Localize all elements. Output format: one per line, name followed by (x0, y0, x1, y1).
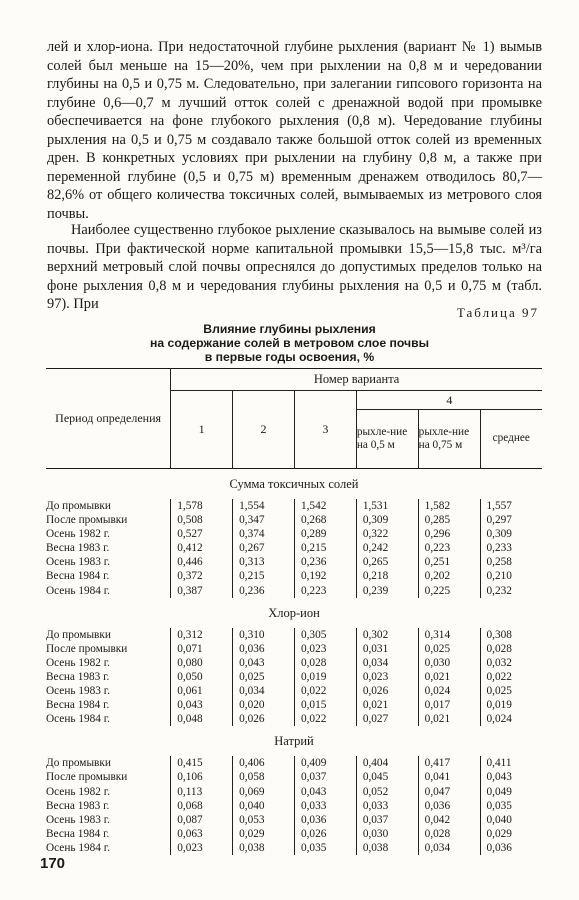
value-cell: 0,406 (233, 756, 295, 770)
value-cell: 0,028 (480, 642, 542, 656)
value-cell: 0,289 (294, 527, 356, 541)
period-cell: Осень 1984 г. (46, 584, 110, 597)
value-cell: 1,531 (356, 499, 418, 513)
value-cell: 0,417 (418, 756, 480, 770)
value-cell: 0,215 (233, 569, 295, 583)
value-cell: 0,265 (356, 555, 418, 569)
value-cell: 0,021 (356, 698, 418, 712)
value-cell: 0,033 (356, 799, 418, 813)
header-variant-3: 3 (294, 391, 356, 469)
table-row (46, 841, 542, 855)
value-cell: 0,036 (418, 799, 480, 813)
table-row (46, 813, 542, 827)
value-cell: 0,071 (171, 642, 233, 656)
value-cell: 0,034 (233, 684, 295, 698)
value-cell: 0,218 (356, 569, 418, 583)
value-cell: 0,113 (171, 785, 233, 799)
value-cell: 0,020 (233, 698, 295, 712)
section-title: Натрий (274, 734, 314, 749)
value-cell: 0,069 (233, 785, 295, 799)
value-cell: 0,233 (480, 541, 542, 555)
value-cell: 0,302 (356, 628, 418, 642)
value-cell: 0,236 (233, 584, 295, 598)
value-cell: 0,033 (294, 799, 356, 813)
value-cell: 0,025 (233, 670, 295, 684)
period-cell: Весна 1983 г. (46, 670, 110, 683)
section-title: Хлор-ион (268, 605, 320, 620)
value-cell: 0,026 (294, 827, 356, 841)
period-cell: Осень 1982 г. (46, 656, 110, 669)
value-cell: 0,308 (480, 628, 542, 642)
value-cell: 0,022 (480, 670, 542, 684)
value-cell: 0,043 (233, 656, 295, 670)
value-cell: 0,374 (233, 527, 295, 541)
value-cell: 0,043 (171, 698, 233, 712)
value-cell: 0,040 (233, 799, 295, 813)
header-sub-average: среднее (480, 410, 542, 469)
header-variant-number: Номер варианта (171, 369, 542, 391)
value-cell: 0,025 (418, 642, 480, 656)
period-cell: Весна 1983 г. (46, 542, 110, 555)
value-cell: 0,223 (294, 584, 356, 598)
value-cell: 0,232 (480, 584, 542, 598)
table-row (46, 670, 542, 684)
section-title: Сумма токсичных солей (229, 477, 359, 491)
value-cell: 0,029 (480, 827, 542, 841)
value-cell: 0,048 (171, 712, 233, 726)
table-row (46, 770, 542, 784)
value-cell: 0,310 (233, 628, 295, 642)
table-row (46, 642, 542, 656)
header-variant-4: 4 (356, 391, 542, 410)
value-cell: 0,049 (480, 785, 542, 799)
value-cell: 0,050 (171, 670, 233, 684)
section-row (46, 598, 542, 628)
value-cell: 0,030 (356, 827, 418, 841)
table-row (46, 584, 542, 598)
period-cell: Осень 1983 г. (46, 813, 110, 826)
value-cell: 0,058 (233, 770, 295, 784)
value-cell: 0,297 (480, 513, 542, 527)
value-cell: 0,038 (356, 841, 418, 855)
value-cell: 0,052 (356, 785, 418, 799)
header-sub-0-5m-text: рыхле-ние на 0,5 м (356, 425, 408, 451)
table-body (46, 469, 542, 855)
value-cell: 0,023 (356, 670, 418, 684)
value-cell: 0,032 (480, 656, 542, 670)
table-row (46, 513, 542, 527)
period-cell: Осень 1983 г. (46, 556, 110, 569)
value-cell: 0,021 (418, 670, 480, 684)
table-row (46, 827, 542, 841)
value-cell: 0,034 (418, 841, 480, 855)
period-cell: Осень 1984 г. (46, 841, 110, 854)
period-cell: До промывки (46, 628, 111, 641)
value-cell: 0,080 (171, 656, 233, 670)
value-cell: 1,582 (418, 499, 480, 513)
period-cell: Осень 1984 г. (46, 713, 110, 726)
value-cell: 0,225 (418, 584, 480, 598)
value-cell: 0,036 (480, 841, 542, 855)
value-cell: 0,527 (171, 527, 233, 541)
table-row (46, 499, 542, 513)
value-cell: 0,106 (171, 770, 233, 784)
value-cell: 0,026 (233, 712, 295, 726)
value-cell: 0,036 (233, 642, 295, 656)
value-cell: 0,038 (233, 841, 295, 855)
value-cell: 0,305 (294, 628, 356, 642)
table-row (46, 569, 542, 583)
value-cell: 0,015 (294, 698, 356, 712)
value-cell: 0,030 (418, 656, 480, 670)
period-cell: После промывки (46, 642, 128, 655)
value-cell: 0,019 (480, 698, 542, 712)
value-cell: 0,412 (171, 541, 233, 555)
value-cell: 0,322 (356, 527, 418, 541)
value-cell: 0,309 (356, 513, 418, 527)
table-row (46, 628, 542, 642)
value-cell: 0,387 (171, 584, 233, 598)
value-cell: 0,312 (171, 628, 233, 642)
value-cell: 0,021 (418, 712, 480, 726)
table-row (46, 698, 542, 712)
value-cell: 0,027 (356, 712, 418, 726)
value-cell: 0,042 (418, 813, 480, 827)
value-cell: 1,542 (294, 499, 356, 513)
header-sub-0-75m (418, 410, 480, 469)
table-row (46, 527, 542, 541)
period-cell: Осень 1982 г. (46, 528, 110, 541)
value-cell: 0,415 (171, 756, 233, 770)
header-period: Период определения (46, 369, 171, 469)
value-cell: 0,045 (356, 770, 418, 784)
value-cell: 0,215 (294, 541, 356, 555)
value-cell: 0,309 (480, 527, 542, 541)
period-cell: Осень 1982 г. (46, 785, 110, 798)
value-cell: 0,043 (480, 770, 542, 784)
table-row (46, 756, 542, 770)
value-cell: 0,267 (233, 541, 295, 555)
value-cell: 0,239 (356, 584, 418, 598)
period-cell: После промывки (46, 771, 128, 784)
table-title-line-2: на содержание солей в метровом слое почвы (150, 336, 429, 350)
value-cell: 0,043 (294, 785, 356, 799)
value-cell: 0,296 (418, 527, 480, 541)
value-cell: 0,047 (418, 785, 480, 799)
value-cell: 0,063 (171, 827, 233, 841)
value-cell: 0,029 (233, 827, 295, 841)
value-cell: 0,019 (294, 670, 356, 684)
period-cell: После промывки (46, 514, 128, 527)
value-cell: 0,068 (171, 799, 233, 813)
value-cell: 0,087 (171, 813, 233, 827)
header-variant-2: 2 (233, 391, 295, 469)
value-cell: 0,040 (480, 813, 542, 827)
table-row (46, 712, 542, 726)
data-table (46, 368, 542, 855)
value-cell: 0,017 (418, 698, 480, 712)
period-cell: Весна 1983 г. (46, 799, 110, 812)
value-cell: 0,036 (294, 813, 356, 827)
value-cell: 0,202 (418, 569, 480, 583)
value-cell: 0,025 (480, 684, 542, 698)
value-cell: 0,192 (294, 569, 356, 583)
value-cell: 0,037 (294, 770, 356, 784)
value-cell: 0,024 (480, 712, 542, 726)
value-cell: 1,557 (480, 499, 542, 513)
value-cell: 0,034 (356, 656, 418, 670)
value-cell: 0,404 (356, 756, 418, 770)
period-cell: До промывки (46, 500, 111, 512)
page-number: 170 (40, 855, 66, 872)
period-cell: До промывки (46, 757, 111, 770)
table-row (46, 656, 542, 670)
value-cell: 0,031 (356, 642, 418, 656)
value-cell: 0,037 (356, 813, 418, 827)
value-cell: 0,314 (418, 628, 480, 642)
value-cell: 0,411 (480, 756, 542, 770)
value-cell: 0,372 (171, 569, 233, 583)
value-cell: 0,028 (294, 656, 356, 670)
table-row (46, 799, 542, 813)
period-cell: Весна 1984 г. (46, 699, 110, 712)
value-cell: 0,251 (418, 555, 480, 569)
table-title-line-3: в первые годы освоения, % (204, 350, 375, 364)
value-cell: 1,554 (233, 499, 295, 513)
value-cell: 1,578 (171, 499, 233, 513)
paragraph-1: лей и хлор-иона. При недостаточной глубине рыхления (вариант № 1) вымыв солей был меньше на 15—20%, чем при рыхлении на 0,8 м и чередовании глубины на 0,5 и 0,75 м. Следовательно, при залегании гипсового горизонта на глубине 0,6—0,7 м лучший отток солей с дренажной водой при промывке обеспечивается на фоне глубокого рыхления (0,8 м). Чередование глубины рыхления на 0,5 и 0,75 м создавало также большой отток солей из временных дрен. В конкретных условиях при рыхлении на глубину 0,8 м, а также при переменной глубине (0,5 и 0,75 м) временным дренажем отводилось 80,7—82,6% от общего количества токсичных солей, вымываемых из метрового слоя почвы. (47, 39, 542, 222)
value-cell: 0,347 (233, 513, 295, 527)
table-label: Таблица 97 (456, 305, 539, 320)
value-cell: 0,028 (418, 827, 480, 841)
header-sub-0-5m (356, 410, 418, 469)
value-cell: 0,446 (171, 555, 233, 569)
value-cell: 0,242 (356, 541, 418, 555)
value-cell: 0,268 (294, 513, 356, 527)
value-cell: 0,409 (294, 756, 356, 770)
header-variant-1: 1 (171, 391, 233, 469)
value-cell: 0,035 (480, 799, 542, 813)
table-row (46, 785, 542, 799)
section-row (46, 726, 542, 756)
table-row (46, 684, 542, 698)
period-cell: Весна 1984 г. (46, 570, 110, 583)
value-cell: 0,041 (418, 770, 480, 784)
value-cell: 0,022 (294, 712, 356, 726)
table-title-line-1: Влияние глубины рыхления (203, 322, 376, 336)
header-sub-0-75m-text: рыхле-ние на 0,75 м (418, 425, 470, 451)
value-cell: 0,285 (418, 513, 480, 527)
table-title (0, 322, 579, 364)
value-cell: 0,258 (480, 555, 542, 569)
value-cell: 0,023 (171, 841, 233, 855)
table-row (46, 555, 542, 569)
value-cell: 0,053 (233, 813, 295, 827)
value-cell: 0,026 (356, 684, 418, 698)
value-cell: 0,023 (294, 642, 356, 656)
value-cell: 0,313 (233, 555, 295, 569)
value-cell: 0,035 (294, 841, 356, 855)
table-row (46, 541, 542, 555)
paragraph-2: Наиболее существенно глубокое рыхление сказывалось на вымыве солей из почвы. При фактической норме капитальной промывки 15,5—15,8 тыс. м³/га верхний метровый слой почвы опреснялся до допустимых пределов только на фоне рыхления 0,8 м и чередования глубины рыхления на 0,5 и 0,75 м (табл. 97). При (47, 222, 542, 312)
period-cell: Весна 1984 г. (46, 827, 110, 840)
section-row (46, 469, 542, 500)
value-cell: 0,022 (294, 684, 356, 698)
value-cell: 0,236 (294, 555, 356, 569)
value-cell: 0,024 (418, 684, 480, 698)
value-cell: 0,210 (480, 569, 542, 583)
value-cell: 0,508 (171, 513, 233, 527)
value-cell: 0,061 (171, 684, 233, 698)
period-cell: Осень 1983 г. (46, 685, 110, 698)
value-cell: 0,223 (418, 541, 480, 555)
